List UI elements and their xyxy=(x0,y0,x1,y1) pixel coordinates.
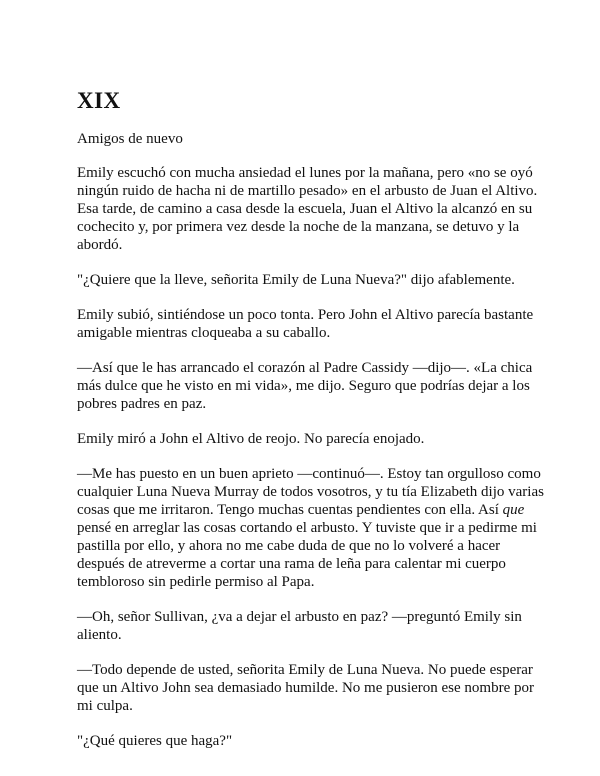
paragraph-4: —Así que le has arrancado el corazón al Padre Cassidy —dijo—. «La chica más dulce que he visto en mi vida», me dijo. Seguro que podrías dejar a los pobres padres en paz. xyxy=(77,360,533,412)
paragraph-8: —Todo depende de usted, señorita Emily de Luna Nueva. No puede esperar que un Altivo John sea demasiado humilde. No me pusieron ese nombre por mi culpa. xyxy=(77,662,534,714)
paragraph-5: Emily miró a John el Altivo de reojo. No parecía enojado. xyxy=(77,431,425,447)
paragraph-7: —Oh, señor Sullivan, ¿va a dejar el arbusto en paz? —preguntó Emily sin aliento. xyxy=(77,609,522,643)
paragraph-6 xyxy=(77,465,547,591)
paragraph-6-after: pensé en arreglar las cosas cortando el arbusto. Y tuviste que ir a pedirme mi pastilla por ello, y ahora no me cabe duda de que no lo volveré a hacer después de atreverme a cortar una rama de leña para calentar mi cuerpo tembloroso sin pedirle permiso al Papa. xyxy=(77,520,537,590)
chapter-number: XIX xyxy=(77,88,121,113)
paragraph-6-emphasis: que xyxy=(502,502,525,518)
paragraph-3: Emily subió, sintiéndose un poco tonta. Pero John el Altivo parecía bastante amigable mientras cloqueaba a su caballo. xyxy=(77,307,534,341)
book-page xyxy=(77,88,547,767)
paragraph-9: "¿Qué quieres que haga?" xyxy=(77,733,233,749)
paragraph-6-before: —Me has puesto en un buen aprieto —continuó—. Estoy tan orgulloso como cualquier Luna Nueva Murray de todos vosotros, y tu tía Elizabeth dijo varias cosas que me irritaron. Tengo muchas cuentas pendientes con ella. Así xyxy=(77,466,544,518)
paragraph-2: "¿Quiere que la lleve, señorita Emily de Luna Nueva?" dijo afablemente. xyxy=(77,272,515,288)
paragraph-1: Emily escuchó con mucha ansiedad el lunes por la mañana, pero «no se oyó ningún ruido de hacha ni de martillo pesado» en el arbusto de Juan el Altivo. Esa tarde, de camino a casa desde la escuela, Juan el Altivo la alcanzó en su cochecito y, por primera vez desde la noche de la manzana, se detuvo y la abordó. xyxy=(77,165,538,253)
chapter-title: Amigos de nuevo xyxy=(77,131,183,147)
